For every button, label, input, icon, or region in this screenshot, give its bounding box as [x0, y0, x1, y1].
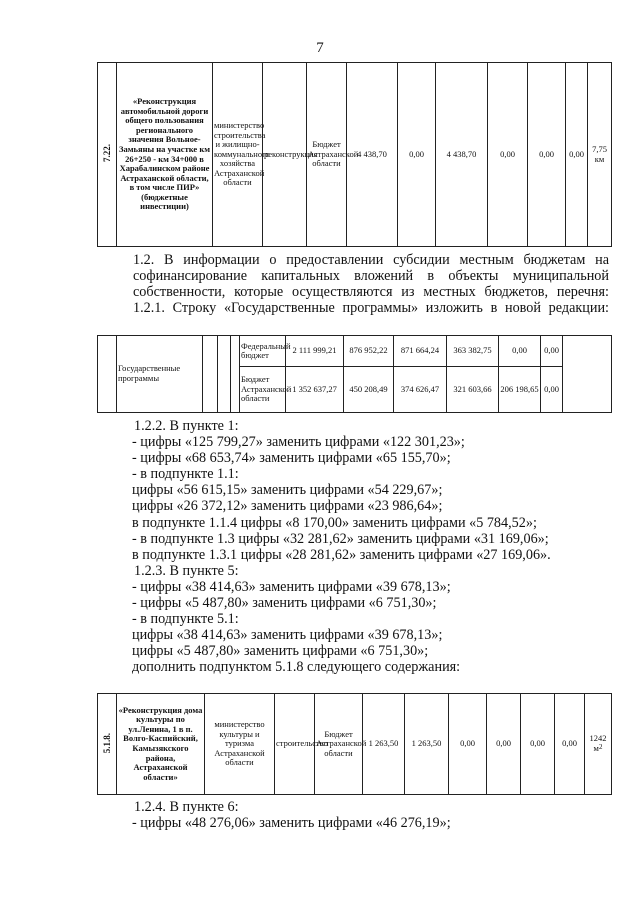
value-6: 0,00	[541, 336, 563, 367]
table-7-22	[97, 62, 612, 247]
budget-source: Федеральный бюджет	[240, 336, 286, 367]
line: в подпункте 1.1.4 цифры «8 170,00» заменить цифрами «5 784,52»;	[132, 514, 537, 531]
closing-lines	[132, 799, 610, 831]
value-4: 0,00	[487, 694, 521, 795]
line: - в подпункте 1.3 цифры «32 281,62» заменить цифрами «31 169,06»;	[132, 530, 549, 547]
page-number: 7	[316, 40, 324, 56]
line: цифры «5 487,80» заменить цифрами «6 751,30»;	[132, 643, 429, 660]
value-1: 4 438,70	[347, 63, 398, 247]
line: 1.2.2. В пункте 1:	[134, 418, 239, 434]
object-name: «Реконструкция дома культуры по ул.Ленина, 1 в п. Волго-Каспийский, Камызякского района, Астраханской области»	[117, 694, 205, 795]
amendment-lines	[132, 418, 610, 676]
work-type: строительство	[275, 694, 315, 795]
value-2: 1 263,50	[405, 694, 449, 795]
value-5: 206 198,65	[499, 367, 541, 413]
paragraph-1-2-1-text: 1.2.1. Строку «Государственные программы» изложить в новой редакции:	[133, 300, 609, 317]
value-4: 0,00	[488, 63, 528, 247]
value-6: 0,00	[555, 694, 585, 795]
line: цифры «56 615,15» заменить цифрами «54 229,67»;	[132, 482, 443, 499]
paragraph-1-2-text: 1.2. В информации о предоставлении субсидии местным бюджетам на софинансирование капитальных вложений в объекты муниципальной собственности, которые осуществляются из местных бюджетов, перечня:	[133, 252, 609, 301]
table-row	[98, 336, 612, 367]
value-2: 450 208,49	[344, 367, 394, 413]
value-2: 876 952,22	[344, 336, 394, 367]
unit: 7,75 км	[588, 63, 612, 247]
line: - цифры «5 487,80» заменить цифрами «6 751,30»;	[132, 595, 437, 612]
value-3: 4 438,70	[436, 63, 488, 247]
value-3: 0,00	[449, 694, 487, 795]
row-number: 7.22.	[98, 63, 117, 247]
line: - цифры «48 276,06» заменить цифрами «46 276,19»;	[132, 815, 451, 832]
budget-source: Бюджет Астраханской области	[307, 63, 347, 247]
value-5: 0,00	[499, 336, 541, 367]
row-number: 5.1.8.	[98, 694, 117, 795]
value-1: 2 111 999,21	[286, 336, 344, 367]
ministry: министерство строительства и жилищно-коммунального хозяйства Астраханской области	[213, 63, 263, 247]
line: - цифры «125 799,27» заменить цифрами «122 301,23»;	[132, 434, 465, 451]
line: - цифры «68 653,74» заменить цифрами «65 155,70»;	[132, 450, 451, 467]
value-4: 363 382,75	[447, 336, 499, 367]
line: 1.2.3. В пункте 5:	[134, 562, 239, 579]
value-6: 0,00	[566, 63, 588, 247]
line: дополнить подпунктом 5.1.8 следующего содержания:	[132, 659, 461, 676]
table-row	[98, 694, 612, 795]
value-1: 1 352 637,27	[286, 367, 344, 413]
object-name: «Реконструкция автомобильной дороги общего пользования регионального значения Вольное-Замьяны на участке км 26+250 - км 34+000 в Харабалинском районе Астраханской области, в том числе ПИР» (бюджетные инвестиции)	[117, 63, 213, 247]
line: - цифры «38 414,63» заменить цифрами «39 678,13»;	[132, 578, 451, 595]
unit: 1242 $м^2$	[585, 694, 612, 795]
table-state-programs	[97, 335, 612, 413]
work-type: реконструкция	[263, 63, 307, 247]
value-5: 0,00	[528, 63, 566, 247]
line: в подпункте 1.3.1 цифры «28 281,62» заменить цифрами «27 169,06».	[132, 546, 551, 563]
value-6: 0,00	[541, 367, 563, 413]
line: цифры «26 372,12» заменить цифрами «23 986,64»;	[132, 498, 443, 515]
table-5-1-8	[97, 693, 612, 795]
value-1: 1 263,50	[363, 694, 405, 795]
line: 1.2.4. В пункте 6:	[134, 799, 239, 815]
table-row	[98, 63, 612, 247]
value-4: 321 603,66	[447, 367, 499, 413]
line: - в подпункте 5.1:	[132, 611, 239, 628]
ministry: министерство культуры и туризма Астраханской области	[205, 694, 275, 795]
value-5: 0,00	[521, 694, 555, 795]
program-name: Государственные программы	[117, 336, 203, 413]
paragraph-1-2	[97, 252, 609, 316]
value-2: 0,00	[398, 63, 436, 247]
budget-source: Бюджет Астраханской области	[240, 367, 286, 413]
line: цифры «38 414,63» заменить цифрами «39 678,13»;	[132, 627, 443, 644]
value-3: 871 664,24	[394, 336, 447, 367]
line: - в подпункте 1.1:	[132, 466, 239, 483]
budget-source: Бюджет Астраханской области	[315, 694, 363, 795]
value-3: 374 626,47	[394, 367, 447, 413]
